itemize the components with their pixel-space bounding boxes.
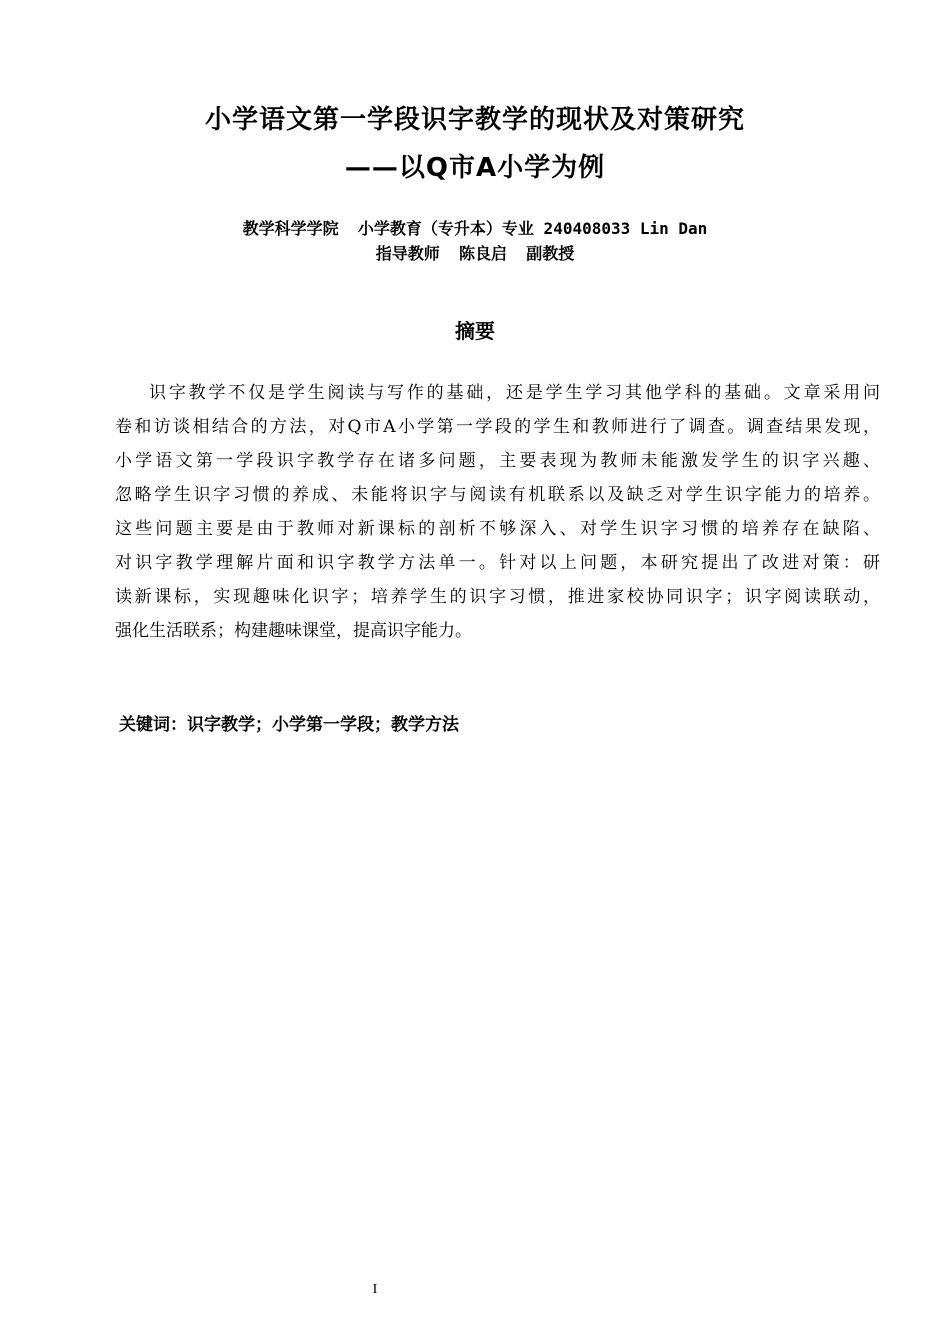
advisor-line: 指导教师 陈良启 副教授 <box>375 244 575 263</box>
abstract-line: 对识字教学理解片面和识字教学方法单一。针对以上问题，本研究提出了改进对策：研 <box>115 553 880 573</box>
abstract-line: 忽略学生识字习惯的养成、未能将识字与阅读有机联系以及缺乏对学生识字能力的培养。 <box>115 485 880 505</box>
paper-subtitle: ——以Q市A小学为例 <box>344 153 606 183</box>
abstract-heading: 摘要 <box>455 319 495 343</box>
abstract-line: 识字教学不仅是学生阅读与写作的基础，还是学生学习其他学科的基础。文章采用问 <box>149 383 880 403</box>
abstract-body <box>115 376 880 648</box>
paper-title: 小学语文第一学段识字教学的现状及对策研究 <box>204 105 745 135</box>
abstract-line: 小学语文第一学段识字教学存在诸多问题，主要表现为教师未能激发学生的识字兴趣、 <box>115 451 880 471</box>
abstract-line: 读新课标，实现趣味化识字；培养学生的识字习惯，推进家校协同识字；识字阅读联动， <box>115 587 880 607</box>
abstract-line: 这些问题主要是由于教师对新课标的剖析不够深入、对学生识字习惯的培养存在缺陷、 <box>115 519 880 539</box>
keywords: 关键词：识字教学；小学第一学段；教学方法 <box>119 715 459 735</box>
page-number: I <box>372 1282 378 1297</box>
abstract-line: 强化生活联系；构建趣味课堂，提高识字能力。 <box>115 621 472 641</box>
abstract-line: 卷和访谈相结合的方法，对Q市A小学第一学段的学生和教师进行了调查。调查结果发现， <box>115 417 880 437</box>
author-line: 教学科学学院 小学教育（专升本）专业 240408033 Lin Dan <box>242 219 708 238</box>
